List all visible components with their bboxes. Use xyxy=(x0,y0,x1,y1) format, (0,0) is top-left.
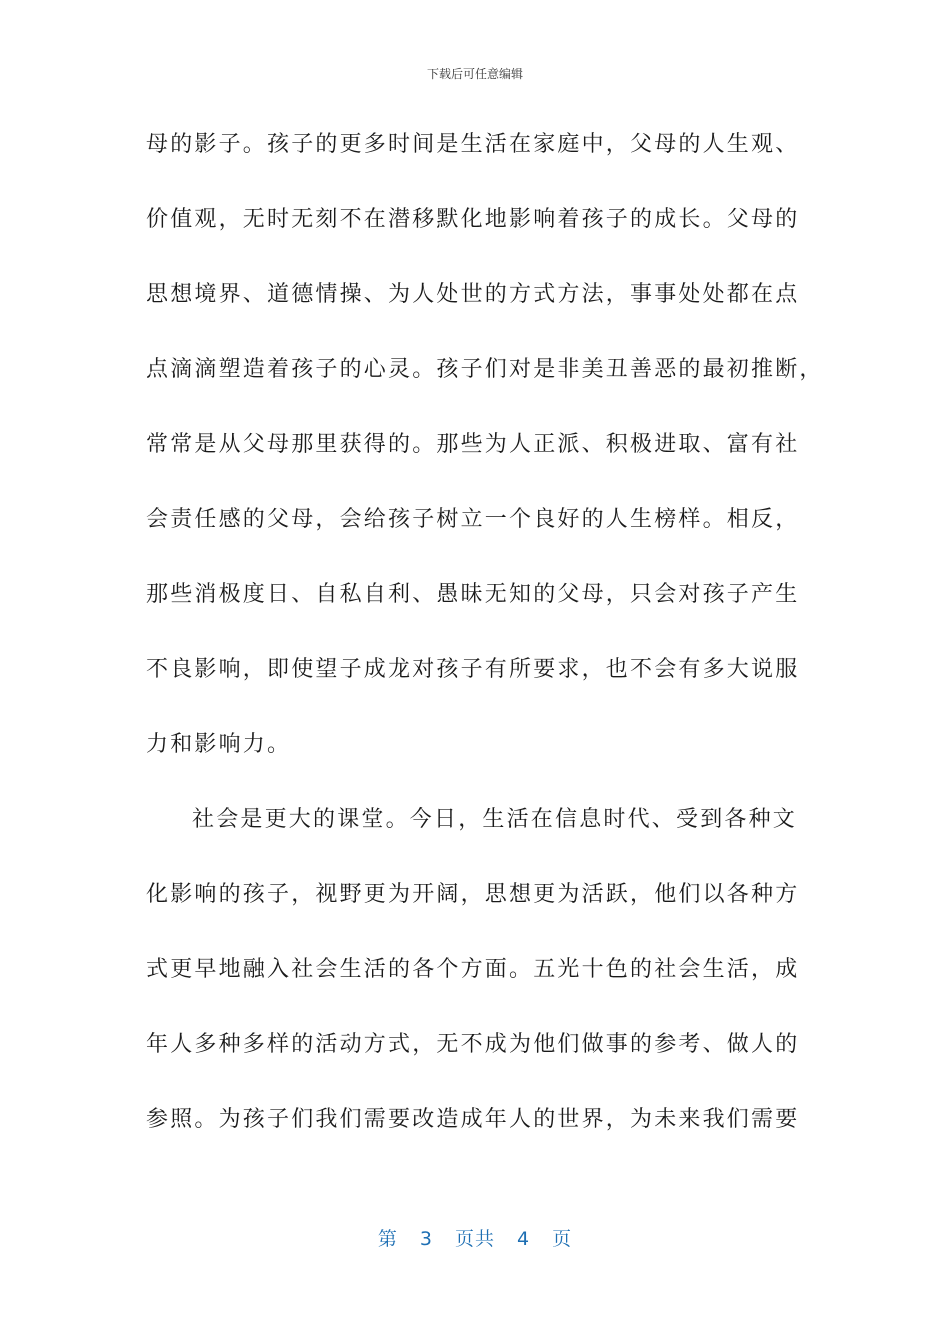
footer-total-pages: 4 xyxy=(517,1228,531,1250)
text-line: 会责任感的父母，会给孩子树立一个良好的人生榜样。相反， xyxy=(146,507,800,532)
text-line: 参照。为孩子们我们需要改造成年人的世界，为未来我们需要 xyxy=(146,1107,800,1132)
text-line: 力和影响力。 xyxy=(146,732,292,757)
footer-middle: 页共 xyxy=(454,1228,495,1250)
paragraph-first-line: 社会是更大的课堂。今日，生活在信息时代、受到各种文 xyxy=(192,807,798,832)
text-line: 母的影子。孩子的更多时间是生活在家庭中，父母的人生观、 xyxy=(146,132,800,157)
text-line: 那些消极度日、自私自利、愚昧无知的父母，只会对孩子产生 xyxy=(146,582,800,607)
page-footer xyxy=(0,1226,950,1252)
text-line: 式更早地融入社会生活的各个方面。五光十色的社会生活，成 xyxy=(146,957,800,982)
text-line: 年人多种多样的活动方式，无不成为他们做事的参考、做人的 xyxy=(146,1032,800,1057)
text-line: 不良影响，即使望子成龙对孩子有所要求，也不会有多大说服 xyxy=(146,657,800,682)
text-line: 常常是从父母那里获得的。那些为人正派、积极进取、富有社 xyxy=(146,432,800,457)
text-line: 价值观，无时无刻不在潜移默化地影响着孩子的成长。父母的 xyxy=(146,207,800,232)
footer-current-page: 3 xyxy=(419,1228,433,1250)
footer-prefix: 第 xyxy=(377,1228,398,1250)
page-header-note: 下载后可任意编辑 xyxy=(426,67,523,81)
text-line: 化影响的孩子，视野更为开阔，思想更为活跃，他们以各种方 xyxy=(146,882,800,907)
text-line: 思想境界、道德情操、为人处世的方式方法，事事处处都在点 xyxy=(146,282,800,307)
document-body xyxy=(146,122,824,1172)
footer-suffix: 页 xyxy=(552,1228,573,1250)
text-line: 点滴滴塑造着孩子的心灵。孩子们对是非美丑善恶的最初推断， xyxy=(146,357,824,382)
